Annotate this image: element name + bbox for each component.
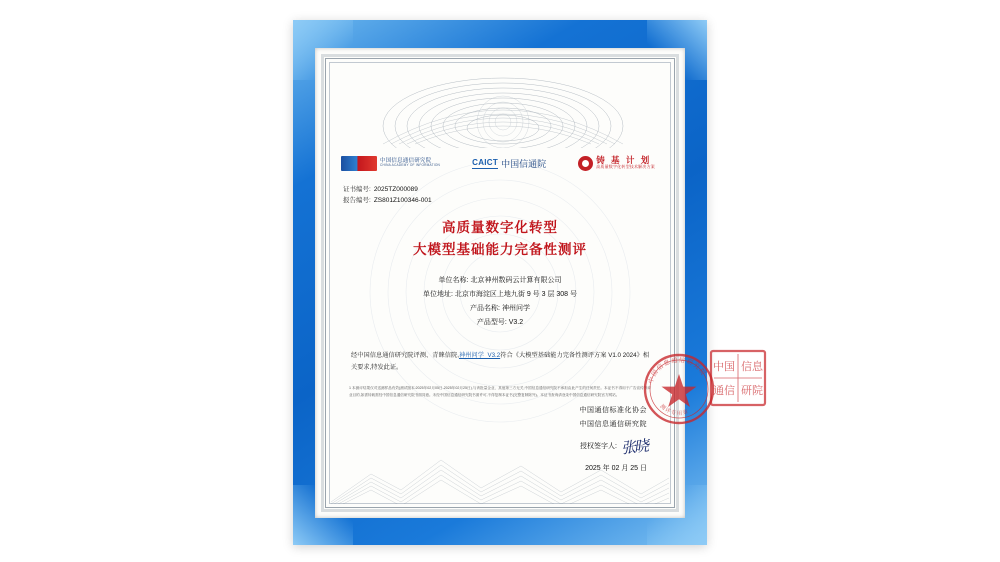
svg-text:测评专用章: 测评专用章 [658,403,690,417]
issuing-org-name: 中国信息通信研究院 [579,421,647,428]
caict-center-logo [472,157,546,170]
svg-text:中国信息通信研究院: 中国信息通信研究院 [647,356,708,385]
field-value: 北京神州数码云计算有限公司 [470,277,562,285]
caict-mark-text: CAICT [472,157,499,167]
field-label: 单位地址: [422,291,453,299]
svg-text:信息: 信息 [741,361,763,373]
certificate-frame [293,20,707,545]
field-company-address [339,288,661,302]
report-number-row [343,196,661,207]
zhuji-seal-icon [578,156,593,171]
certificate-numbers [339,185,661,206]
left-org-line2: CHINA ACADEMY OF INFORMATION [380,163,441,168]
title-line-2: 大模型基础能力完备性测评 [413,241,587,257]
zhuji-subtitle: 高质量数字化转型技术解决方案 [596,164,655,170]
title-line-1: 高质量数字化转型 [442,220,558,236]
seal-org-name: 中国通信标准化协会 [579,407,647,414]
authorized-signer-label: 授权签字人: [580,443,617,450]
issue-date: 2025 年 02 月 25 日 [585,465,647,472]
cert-number-value: 2025TZ000089 [373,186,418,193]
rosette-ornament [333,66,667,148]
certificate-footnote: 1 本测评结果仅对送测样品有效(测试版本:2025年02月05日-2025年02月25日),与该批量企业、其他第三方无关,中国信息通信研究院不承担由此产生的任何责任。本证书不得用于广告宣传等商业目的,如需转载需经中国信息通信研究院书面同意。未经中国信息通信研究院书面许可,不得复制本证书(完整复制除外)。本证书查询请登录中国信息通信研究院官方网站。 [349,386,651,397]
statement-suffix: 符合《大模型基础能力完备性测评方案 V1.0 2024》相关要求,特发此证。 [351,352,650,371]
handwritten-signature: 张晓 [620,436,648,458]
field-company-name [339,274,661,288]
logo-row [339,150,661,176]
zhuji-title: 铸 基 计 划 [596,155,652,166]
certificate-title-block [339,218,661,260]
field-product-name [339,302,661,316]
caict-flag-icon [341,156,377,171]
signature-block [457,404,647,476]
caict-cn-text: 中国信通院 [501,158,547,169]
statement-product-link[interactable]: 神州问学_V3.2 [458,352,501,360]
report-number-label: 报告编号: [343,196,371,204]
authorized-signer-row [457,432,647,462]
field-product-model [339,316,661,330]
field-value: 北京市海淀区上地九街 9 号 3 层 308 号 [454,291,578,299]
caict-left-logo [341,156,440,171]
svg-text:研院: 研院 [741,385,763,397]
round-official-seal [642,352,716,426]
field-label: 单位名称: [438,277,469,285]
field-value: 神州问学 [501,305,530,313]
square-official-seal [708,348,768,408]
field-value: V3.2 [508,319,524,327]
cert-number-label: 证书编号: [343,186,371,193]
report-number-value: ZS801Z100346-001 [373,196,432,204]
statement-prefix: 经中国信息通信研究院评测、青睐信院, [351,352,459,360]
certificate-fields [339,274,661,330]
certificate-content [339,150,661,504]
certificate-paper [315,48,685,518]
zhuji-program-logo [578,156,655,171]
certificate-statement [339,350,661,373]
field-label: 产品名称: [470,305,500,313]
field-label: 产品型号: [476,319,507,327]
cert-number-row [343,185,661,196]
svg-text:中国: 中国 [713,361,735,373]
left-org-line1: 中国信息通信研究院 [380,158,432,164]
svg-text:通信: 通信 [713,385,735,397]
